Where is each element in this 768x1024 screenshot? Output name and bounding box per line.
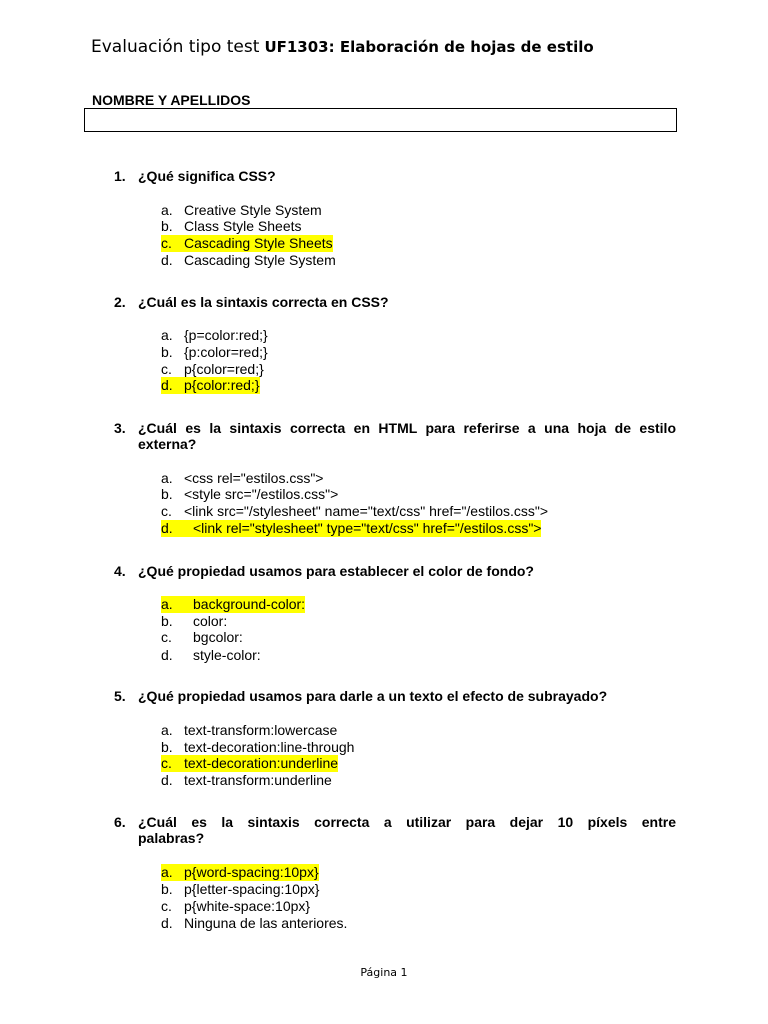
option-letter: d. [161,915,173,931]
question-number: 1. [114,168,126,184]
option-text: Cascading Style Sheets [184,235,333,251]
option-6d [161,915,347,932]
question-number: 5. [114,688,126,704]
name-input-box[interactable] [84,108,677,132]
option-letter: a. [161,470,173,486]
option-letter: c. [161,755,172,771]
option-4b [161,613,227,630]
question-number: 6. [114,814,126,830]
option-text: p{word-spacing:10px} [184,864,319,880]
name-label: NOMBRE Y APELLIDOS [92,92,251,108]
question-text-line2: palabras? [138,830,205,846]
option-4c [161,629,243,646]
title-lead: Evaluación tipo test [91,37,260,57]
option-text: p{color=red;} [184,361,264,377]
option-text: style-color: [193,647,261,663]
question-4 [114,563,676,579]
option-letter: a. [161,202,173,218]
question-text-line1: ¿Cuál es la sintaxis correcta en HTML para referirse a una hoja de estilo [138,420,676,436]
option-2c [161,361,264,378]
option-text: text-decoration:line-through [184,739,355,755]
option-2a [161,327,268,344]
option-text: <css rel="estilos.css"> [184,470,324,486]
question-text: ¿Qué propiedad usamos para establecer el color de fondo? [138,563,534,579]
page-number: Página 1 [360,966,408,979]
option-2d-answer [161,377,260,394]
option-letter: a. [161,864,173,880]
option-text: <style src="/estilos.css"> [184,486,339,502]
option-1c-answer [161,235,333,252]
option-5d [161,772,332,789]
option-3c [161,503,548,520]
option-3d-answer [161,520,541,537]
option-letter: c. [161,503,172,519]
option-3b [161,486,338,503]
option-letter: b. [161,739,173,755]
option-1b [161,218,302,235]
option-4d [161,647,261,664]
question-3 [114,420,676,452]
question-6 [114,814,676,846]
question-text: ¿Cuál es la sintaxis correcta en CSS? [138,294,389,310]
option-4a-answer [161,596,305,613]
option-letter: a. [161,722,173,738]
option-letter: b. [161,344,173,360]
option-letter: d. [161,772,173,788]
document-title [91,36,594,57]
question-number: 3. [114,420,126,436]
option-text: Cascading Style System [184,252,336,268]
option-text: {p=color:red;} [184,327,268,343]
question-number: 4. [114,563,126,579]
option-3a [161,470,324,487]
option-letter: b. [161,218,173,234]
option-letter: b. [161,613,173,629]
question-number: 2. [114,294,126,310]
option-1d [161,252,336,269]
question-1 [114,168,676,184]
option-letter: d. [161,377,173,393]
option-text: text-transform:underline [184,772,332,788]
option-text: Class Style Sheets [184,218,302,234]
option-letter: c. [161,235,172,251]
option-text: color: [193,613,228,629]
option-text: text-decoration:underline [184,755,339,771]
title-course: UF1303: Elaboración de hojas de estilo [264,38,594,56]
option-text: bgcolor: [193,629,243,645]
option-5b [161,739,354,756]
option-text: p{letter-spacing:10px} [184,881,320,897]
option-text: text-transform:lowercase [184,722,338,738]
option-letter: b. [161,486,173,502]
option-1a [161,202,322,219]
option-letter: c. [161,361,172,377]
option-text: <link rel="stylesheet" type="text/css" href="/estilos.css"> [193,520,542,536]
option-letter: a. [161,327,173,343]
option-text: <link src="/stylesheet" name="text/css" href="/estilos.css"> [184,503,549,519]
option-text: {p:color=red;} [184,344,268,360]
option-letter: b. [161,881,173,897]
option-text: p{white-space:10px} [184,898,311,914]
option-letter: d. [161,520,173,536]
option-letter: c. [161,629,172,645]
option-text: Creative Style System [184,202,322,218]
option-5a [161,722,337,739]
option-6a-answer [161,864,319,881]
option-6c [161,898,310,915]
option-letter: d. [161,647,173,663]
option-letter: d. [161,252,173,268]
question-text-line1: ¿Cuál es la sintaxis correcta a utilizar para dejar 10 píxels entre [138,814,676,830]
option-letter: a. [161,596,173,612]
option-6b [161,881,319,898]
option-letter: c. [161,898,172,914]
option-text: p{color:red;} [184,377,260,393]
option-5c-answer [161,755,338,772]
option-text: Ninguna de las anteriores. [184,915,348,931]
question-text: ¿Qué propiedad usamos para darle a un texto el efecto de subrayado? [138,688,608,704]
option-2b [161,344,268,361]
question-text-line2: externa? [138,436,197,452]
question-2 [114,294,676,310]
question-text: ¿Qué significa CSS? [138,168,276,184]
option-text: background-color: [193,596,306,612]
question-5 [114,688,676,704]
